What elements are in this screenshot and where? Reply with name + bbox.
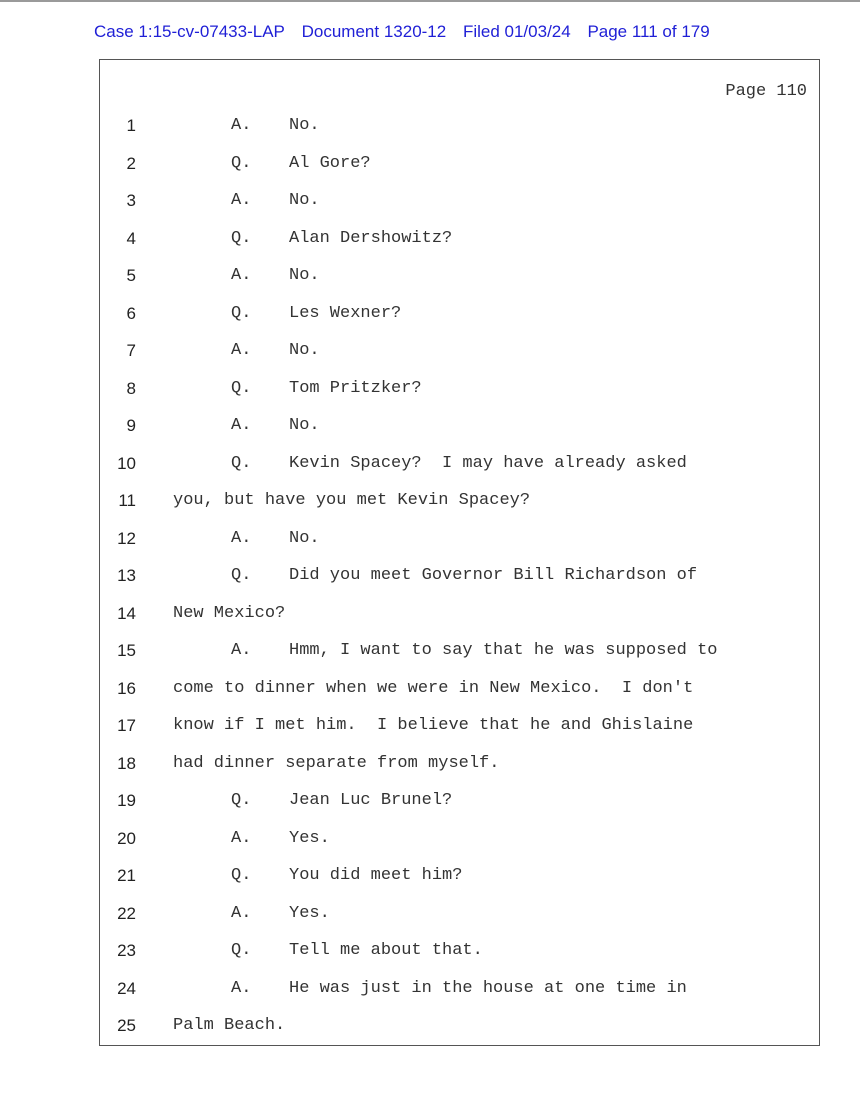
line-text: No. [289, 528, 320, 548]
line-text: He was just in the house at one time in [289, 978, 687, 998]
case-number: Case 1:15-cv-07433-LAP [94, 22, 285, 41]
line-text: know if I met him. I believe that he and Ghislaine [173, 716, 694, 735]
speaker-label: A. [231, 641, 252, 660]
line-number: 10 [117, 453, 136, 473]
line-text: No. [289, 341, 320, 360]
line-number: 8 [126, 378, 136, 398]
transcript-line [100, 904, 821, 941]
line-number: 7 [126, 341, 136, 360]
line-number: 20 [117, 828, 136, 848]
transcript-line [100, 529, 821, 566]
line-text: Yes. [289, 828, 330, 848]
line-text: Alan Dershowitz? [289, 228, 453, 248]
filed-date: Filed 01/03/24 [462, 22, 571, 41]
line-number: 1 [126, 116, 136, 135]
transcript-line [100, 191, 821, 228]
line-number: 13 [117, 566, 136, 585]
line-number: 2 [126, 153, 136, 173]
line-number: 15 [117, 641, 136, 660]
transcript-line [100, 1016, 821, 1053]
speaker-label: A. [231, 266, 252, 285]
line-text: New Mexico? [173, 603, 286, 623]
line-text: come to dinner when we were in New Mexico. I don't [173, 678, 694, 698]
line-number: 23 [117, 941, 136, 960]
line-number: 11 [118, 491, 136, 510]
line-number: 16 [117, 678, 136, 698]
line-text: Did you meet Governor Bill Richardson of [289, 566, 698, 585]
line-text: had dinner separate from myself. [173, 753, 500, 773]
line-number: 19 [117, 791, 136, 810]
speaker-label: A. [231, 978, 252, 998]
transcript-line [100, 229, 821, 266]
transcript-line [100, 341, 821, 378]
transcript-line [100, 941, 821, 978]
transcript-line [100, 379, 821, 416]
transcript-line [100, 454, 821, 491]
line-text: No. [289, 416, 320, 435]
line-number: 17 [117, 716, 136, 735]
line-number: 25 [117, 1016, 136, 1035]
transcript-line [100, 716, 821, 753]
line-text: No. [289, 191, 320, 210]
line-number: 9 [126, 416, 136, 435]
transcript-line [100, 304, 821, 341]
speaker-label: A. [231, 116, 252, 135]
speaker-label: Q. [231, 941, 252, 960]
transcript-line [100, 491, 821, 528]
transcript-line [100, 266, 821, 303]
transcript-frame [99, 59, 820, 1046]
line-text: Kevin Spacey? I may have already asked [289, 453, 687, 473]
transcript-page-number: Page 110 [725, 82, 807, 101]
transcript-line [100, 416, 821, 453]
line-text: Palm Beach. [173, 1016, 286, 1035]
speaker-label: Q. [231, 303, 252, 323]
transcript-line [100, 866, 821, 903]
document-number: Document 1320-12 [301, 22, 447, 41]
transcript-line [100, 791, 821, 828]
line-number: 22 [117, 903, 136, 923]
transcript-line [100, 754, 821, 791]
speaker-label: Q. [231, 791, 252, 810]
line-text: Hmm, I want to say that he was supposed to [289, 641, 718, 660]
speaker-label: A. [231, 903, 252, 923]
transcript-line [100, 979, 821, 1016]
line-text: you, but have you met Kevin Spacey? [173, 491, 531, 510]
speaker-label: Q. [231, 453, 252, 473]
transcript-line [100, 566, 821, 603]
filing-header [94, 22, 710, 42]
line-number: 6 [126, 303, 136, 323]
line-number: 4 [126, 228, 136, 248]
line-text: Tom Pritzker? [289, 378, 422, 398]
page-count: Page 111 of 179 [587, 22, 710, 41]
line-number: 12 [117, 528, 136, 548]
top-rule [0, 0, 860, 2]
line-number: 18 [117, 753, 136, 773]
line-number: 3 [126, 191, 136, 210]
speaker-label: A. [231, 528, 252, 548]
line-number: 5 [126, 266, 136, 285]
line-text: Jean Luc Brunel? [289, 791, 453, 810]
speaker-label: Q. [231, 866, 252, 885]
speaker-label: A. [231, 416, 252, 435]
line-text: Al Gore? [289, 153, 371, 173]
speaker-label: A. [231, 191, 252, 210]
line-text: Yes. [289, 903, 330, 923]
line-text: Les Wexner? [289, 303, 402, 323]
transcript-line [100, 116, 821, 153]
speaker-label: A. [231, 341, 252, 360]
speaker-label: Q. [231, 378, 252, 398]
line-text: Tell me about that. [289, 941, 483, 960]
transcript-line [100, 679, 821, 716]
speaker-label: Q. [231, 153, 252, 173]
speaker-label: A. [231, 828, 252, 848]
line-text: No. [289, 266, 320, 285]
line-text: No. [289, 116, 320, 135]
speaker-label: Q. [231, 228, 252, 248]
line-number: 14 [117, 603, 136, 623]
transcript-line [100, 641, 821, 678]
speaker-label: Q. [231, 566, 252, 585]
transcript-line [100, 829, 821, 866]
transcript-line [100, 604, 821, 641]
transcript-line [100, 154, 821, 191]
line-number: 24 [117, 978, 136, 998]
line-number: 21 [117, 866, 136, 885]
line-text: You did meet him? [289, 866, 463, 885]
